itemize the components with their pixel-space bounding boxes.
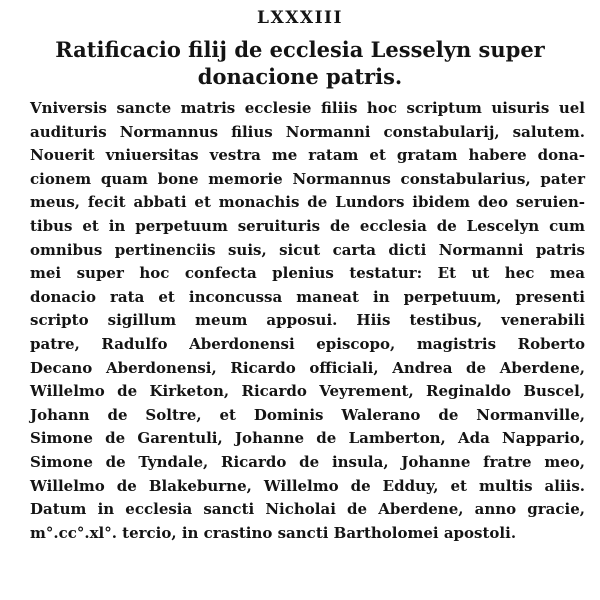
charter-body <box>30 97 585 545</box>
charter-title <box>40 36 560 90</box>
charter-title-line: donacione patris. <box>197 64 403 89</box>
body-line: Simone de Garentuli, Johanne de Lamberton, Ada Nappario, <box>30 429 585 448</box>
body-line: m°.cc°.xl°. tercio, in crastino sancti Bartholomei apostoli. <box>30 523 517 542</box>
charter-title-line: Ratificacio filij de ecclesia Lesselyn super <box>55 37 545 62</box>
body-line: Willelmo de Blakeburne, Willelmo de Edduy, et multis aliis. <box>30 476 585 495</box>
body-line: Willelmo de Kirketon, Ricardo Veyrement, Reginaldo Buscel, <box>30 382 585 401</box>
body-line: Decano Aberdonensi, Ricardo officiali, Andrea de Aberdene, <box>30 358 585 377</box>
body-line: scripto sigillum meum apposui. Hiis testibus, venerabili <box>30 311 585 330</box>
body-line: Vniversis sancte matris ecclesie filiis hoc scriptum uisuris uel <box>30 99 585 117</box>
body-line: mei super hoc confecta plenius testatur: Et ut hec mea <box>30 264 585 283</box>
body-line: tibus et in perpetuum seruituris de ecclesia de Lescelyn cum <box>30 216 585 235</box>
body-line: audituris Normannus filius Normanni constabularij, salutem. <box>30 122 585 141</box>
body-line: patre, Radulfo Aberdonensi episcopo, magistris Roberto <box>30 334 585 353</box>
body-line: Nouerit vniuersitas vestra me ratam et gratam habere dona- <box>30 146 585 165</box>
charter-number: LXXXIII <box>257 8 343 28</box>
body-line: meus, fecit abbati et monachis de Lundors ibidem deo seruien- <box>30 193 585 212</box>
body-line: donacio rata et inconcussa maneat in perpetuum, presenti <box>30 287 585 306</box>
body-line: Simone de Tyndale, Ricardo de insula, Johanne fratre meo, <box>30 452 585 471</box>
body-line: cionem quam bone memorie Normannus constabularius, pater <box>30 169 585 188</box>
body-line: Datum in ecclesia sancti Nicholai de Aberdene, anno gracie, <box>30 500 585 519</box>
body-line: omnibus pertinenciis suis, sicut carta dicti Normanni patris <box>30 240 585 259</box>
body-line: Johann de Soltre, et Dominis Walerano de Normanville, <box>30 405 585 424</box>
